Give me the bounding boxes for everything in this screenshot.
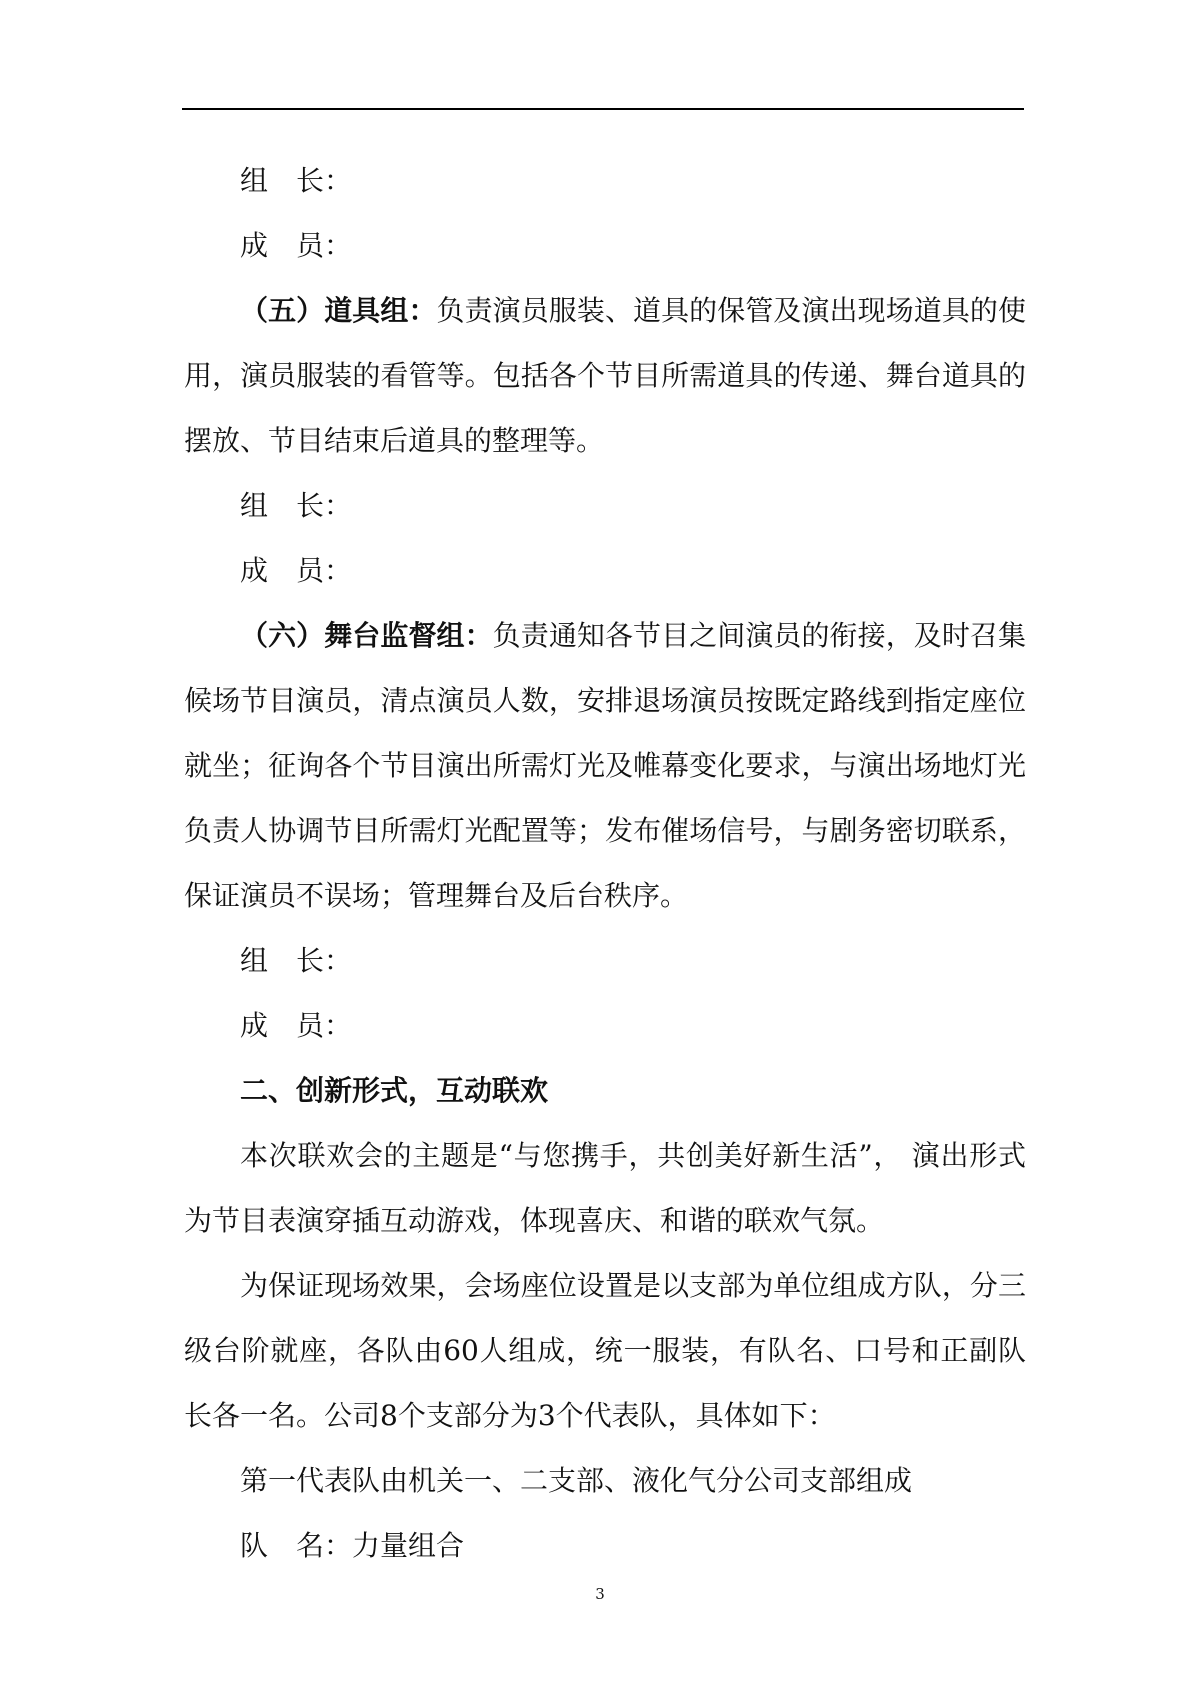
stage-supervision-paragraph bbox=[184, 603, 1026, 928]
theme-paragraph: 本次联欢会的主题是“与您携手，共创美好新生活”， 演出形式为节目表演穿插互动游戏，体现喜庆、和谐的联欢气氛。 bbox=[184, 1139, 1026, 1237]
stage-supervision-text: 负责通知各节目之间演员的衔接，及时召集候场节目演员，清点演员人数，安排退场演员按既定路线到指定座位就坐；征询各个节目演出所需灯光及帷幕变化要求，与演出场地灯光负责人协调节目所需灯光配置等；发布催场信号，与剧务密切联系，保证演员不误场；管理舞台及后台秩序。 bbox=[184, 619, 1026, 912]
section-title: 二、创新形式，互动联欢 bbox=[240, 1074, 549, 1107]
seating-paragraph: 为保证现场效果，会场座位设置是以支部为单位组成方队，分三级台阶就座，各队由60人组成，统一服装，有队名、口号和正副队长各一名。公司8个支部分为3个代表队，具体如下： bbox=[184, 1269, 1026, 1432]
members-field: 成 员： bbox=[240, 554, 353, 587]
props-group-text: 负责演员服装、道具的保管及演出现场道具的使用，演员服装的看管等。包括各个节目所需道具的传递、舞台道具的摆放、节目结束后道具的整理等。 bbox=[184, 294, 1026, 457]
stage-supervision-heading: （六）舞台监督组： bbox=[240, 619, 493, 652]
members-field: 成 员： bbox=[240, 229, 353, 262]
page-number: 3 bbox=[595, 1585, 605, 1603]
document-body bbox=[184, 148, 1026, 1578]
header-rule bbox=[182, 108, 1024, 110]
props-group-paragraph bbox=[184, 278, 1026, 473]
members-field: 成 员： bbox=[240, 1009, 353, 1042]
team-name-field: 队 名：力量组合 bbox=[240, 1529, 465, 1562]
leader-field: 组 长： bbox=[240, 164, 353, 197]
team-one-paragraph: 第一代表队由机关一、二支部、液化气分公司支部组成 bbox=[240, 1464, 913, 1497]
props-group-heading: （五）道具组： bbox=[240, 294, 437, 327]
leader-field: 组 长： bbox=[240, 489, 353, 522]
leader-field: 组 长： bbox=[240, 944, 353, 977]
